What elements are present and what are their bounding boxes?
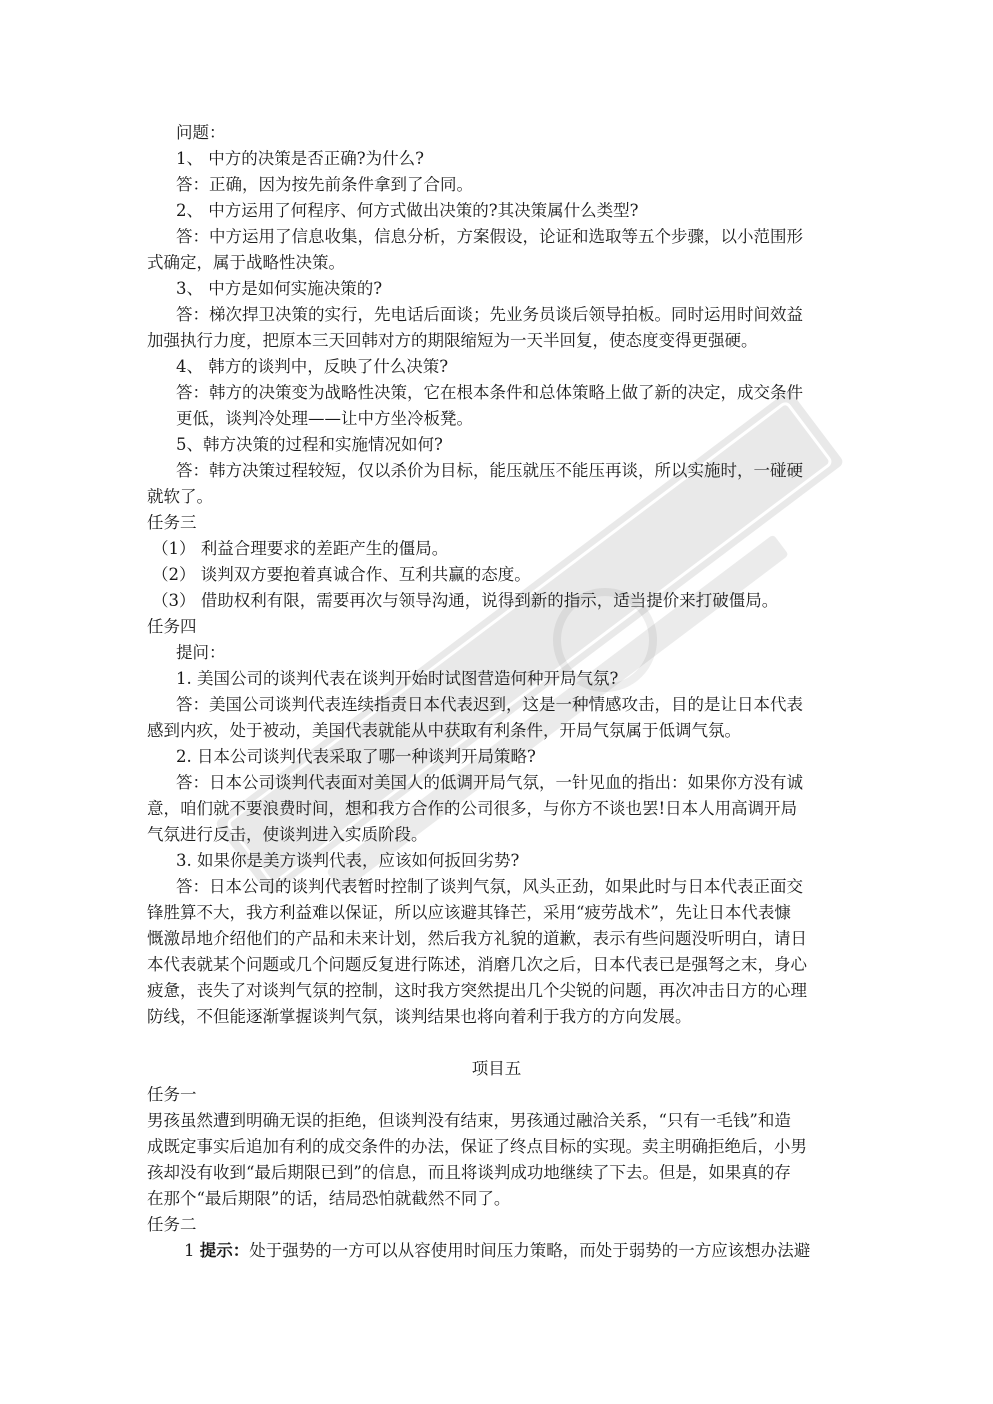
hint-text: 处于强势的一方可以从容使用时间压力策略，而处于弱势的一方应该想办法避 [249,1241,811,1260]
section-task1: 任务一 [147,1085,197,1104]
question-4: 4、 韩方的谈判中，反映了什么决策? [176,357,449,376]
answer-5-line1: 答：韩方决策过程较短，仅以杀价为目标，能压就压不能压再谈，所以实施时，一碰硬 [176,461,803,480]
task4-answer-3-line5: 疲惫，丧失了对谈判气氛的控制，这时我方突然提出几个尖锐的问题，再次冲击日方的心理 [147,981,807,1000]
answer-4-line2: 更低，谈判冷处理——让中方坐冷板凳。 [176,409,473,428]
answer-1: 答：正确，因为按先前条件拿到了合同。 [176,175,473,194]
section-task2: 任务二 [147,1215,197,1234]
section-task4: 任务四 [147,617,197,636]
task4-question-2: 2. 日本公司谈判代表采取了哪一种谈判开局策略? [176,747,536,766]
answer-2-line2: 式确定，属于战略性决策。 [147,253,345,272]
task4-answer-3-line4: 本代表就某个问题或几个问题反复进行陈述，消磨几次之后，日本代表已是强弩之末，身心 [147,955,807,974]
answer-2-line1: 答：中方运用了信息收集，信息分析，方案假设，论证和选取等五个步骤，以小范围形 [176,227,803,246]
answer-3-line1: 答：梯次捍卫决策的实行，先电话后面谈；先业务员谈后领导拍板。同时运用时间效益 [176,305,803,324]
question-5: 5、韩方决策的过程和实施情况如何? [176,435,443,454]
task4-answer-1-line1: 答：美国公司谈判代表连续指责日本代表迟到，这是一种情感攻击，目的是让日本代表 [176,695,803,714]
task3-item-2: （2） 谈判双方要抱着真诚合作、互利共赢的态度。 [152,565,531,584]
question-1: 1、 中方的决策是否正确?为什么? [176,149,424,168]
task4-question-3: 3. 如果你是美方谈判代表，应该如何扳回劣势? [176,851,520,870]
task1-para-line1: 男孩虽然遭到明确无误的拒绝，但谈判没有结束，男孩通过融洽关系，“只有一毛钱”和造 [147,1111,791,1130]
hint-label: 提示： [199,1241,250,1260]
task3-item-1: （1） 利益合理要求的差距产生的僵局。 [152,539,449,558]
question-heading: 问题： [176,123,226,142]
task4-answer-3-line3: 慨激昂地介绍他们的产品和未来计划，然后我方礼貌的道歉，表示有些问题没听明白，请日 [147,929,807,948]
section-task3: 任务三 [147,513,197,532]
task4-answer-2-line1: 答：日本公司谈判代表面对美国人的低调开局气氛，一针见血的指出：如果你方没有诚 [176,773,803,792]
answer-5-line2: 就软了。 [147,487,213,506]
task1-para-line3: 孩却没有收到“最后期限已到”的信息，而且将谈判成功地继续了下去。但是，如果真的存 [147,1163,791,1182]
answer-3-line2: 加强执行力度，把原本三天回韩对方的期限缩短为一天半回复，使态度变得更强硬。 [147,331,758,350]
task4-answer-3-line6: 防线，不但能逐渐掌握谈判气氛，谈判结果也将向着利于我方的方向发展。 [147,1007,692,1026]
answer-4-line1: 答：韩方的决策变为战略性决策，它在根本条件和总体策略上做了新的决定，成交条件 [176,383,803,402]
task4-answer-1-line2: 感到内疚，处于被动，美国代表就能从中获取有利条件，开局气氛属于低调气氛。 [147,721,741,740]
task4-answer-2-line2: 意，咱们就不要浪费时间，想和我方合作的公司很多，与你方不谈也罢!日本人用高调开局 [147,799,798,818]
task4-question-1: 1. 美国公司的谈判代表在谈判开始时试图营造何种开局气氛? [176,669,619,688]
task4-answer-3-line2: 锋胜算不大，我方利益难以保证，所以应该避其锋芒，采用“疲劳战术”，先让日本代表慷 [147,903,791,922]
task4-answer-2-line3: 气氛进行反击，使谈判进入实质阶段。 [147,825,428,844]
prompt-heading: 提问： [176,643,226,662]
question-3: 3、 中方是如何实施决策的? [176,279,383,298]
task1-para-line2: 成既定事实后追加有利的成交条件的办法，保证了终点目标的实现。卖主明确拒绝后，小男 [147,1137,807,1156]
task3-item-3: （3） 借助权利有限，需要再次与领导沟通，说得到新的指示，适当提价来打破僵局。 [152,591,779,610]
task2-hint-line [184,1240,810,1262]
project-five-heading: 项目五 [471,1059,522,1078]
task1-para-line4: 在那个“最后期限”的话，结局恐怕就截然不同了。 [147,1189,511,1208]
question-2: 2、 中方运用了何程序、何方式做出决策的?其决策属什么类型? [176,201,639,220]
hint-number: 1 [184,1241,195,1260]
task4-answer-3-line1: 答：日本公司的谈判代表暂时控制了谈判气氛，风头正劲，如果此时与日本代表正面交 [176,877,803,896]
